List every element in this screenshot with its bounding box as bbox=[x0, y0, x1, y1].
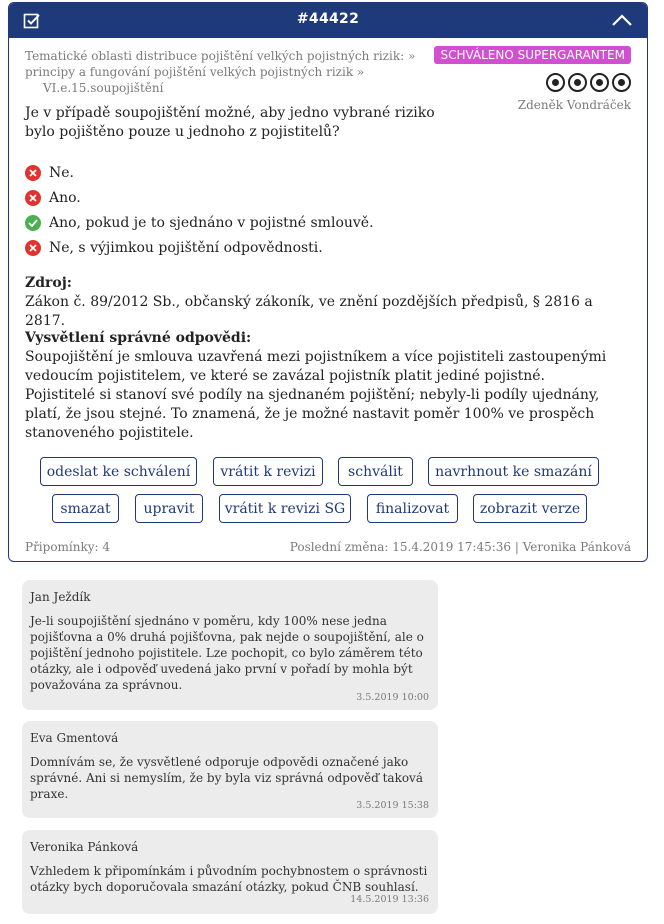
source-title: Zdroj: bbox=[25, 275, 72, 291]
chevron-up-icon[interactable] bbox=[611, 12, 633, 28]
breadcrumb-line-3[interactable]: VI.e.15.soupojištění bbox=[43, 81, 164, 95]
comment-author: Jan Ježdík bbox=[30, 590, 91, 604]
delete-button[interactable]: smazat bbox=[52, 494, 119, 523]
comment-date: 3.5.2019 15:38 bbox=[356, 800, 429, 811]
approval-dot-icon bbox=[590, 73, 609, 92]
question-text: Je v případě soupojištění možné, aby jedno vybrané riziko bylo pojištěno pouze u jednoho z pojistitelů? bbox=[25, 105, 435, 140]
comment-text: Je-li soupojištění sjednáno v poměru, kdy 100% nese jedna pojišťovna a 0% druhá pojišťovna, pak nejde o soupojištění, ale o pojištění jednoho pojistitele. Lze pochopit, co bylo záměrem této otázky, ale i odpověď uvedená jako první v pořadí by mohla být považována za správnou. bbox=[30, 614, 424, 692]
answer-text: Ne. bbox=[49, 164, 74, 181]
approval-dots bbox=[546, 73, 631, 92]
approval-dot-icon bbox=[546, 73, 565, 92]
breadcrumb bbox=[25, 48, 425, 96]
status-badge: SCHVÁLENO SUPERGARANTEM bbox=[434, 46, 631, 64]
answer-text: Ano. bbox=[49, 189, 81, 206]
return-to-revision-sg-button[interactable]: vrátit k revizi SG bbox=[219, 494, 351, 523]
explanation-text: Soupojištění je smlouva uzavřená mezi pojistníkem a více pojistiteli zastoupenými vedoucím pojistitelem, ve které se zavázal pojistník platit jediné pojistné. Pojistitelé si stanoví své podíly na sjednaném pojištění; nebyly-li podíly ujednány, platí, že jsou stejné. To znamená, že je možné nastavit poměr 100% ve prospěch stanoveného pojistitele. bbox=[25, 349, 607, 441]
explanation-title: Vysvětlení správné odpovědi: bbox=[25, 330, 252, 346]
comment-date: 14.5.2019 13:36 bbox=[350, 894, 429, 905]
wrong-answer-icon bbox=[25, 165, 41, 181]
approval-dot-icon bbox=[568, 73, 587, 92]
return-to-revision-button[interactable]: vrátit k revizi bbox=[213, 457, 323, 486]
answer-text: Ne, s výjimkou pojištění odpovědnosti. bbox=[49, 239, 323, 256]
wrong-answer-icon bbox=[25, 240, 41, 256]
finalize-button[interactable]: finalizovat bbox=[367, 494, 458, 523]
answer-item bbox=[25, 210, 374, 235]
answer-text: Ano, pokud je to sjednáno v pojistné smlouvě. bbox=[49, 214, 374, 231]
question-id: #44422 bbox=[296, 11, 360, 27]
comment-text: Domnívám se, že vysvětlené odporuje odpovědi označené jako správné. Ani si nemyslím, že by byla viz správná odpověď taková praxe. bbox=[30, 755, 423, 801]
answer-item bbox=[25, 160, 374, 185]
send-for-approval-button[interactable]: odeslat ke schválení bbox=[40, 457, 197, 486]
approve-button[interactable]: schválit bbox=[338, 457, 413, 486]
answer-item bbox=[25, 185, 374, 210]
propose-deletion-button[interactable]: navrhnout ke smazání bbox=[428, 457, 599, 486]
answer-list bbox=[25, 160, 374, 260]
show-versions-button[interactable]: zobrazit verze bbox=[473, 494, 587, 523]
question-card bbox=[8, 2, 648, 562]
answer-item bbox=[25, 235, 374, 260]
correct-answer-icon bbox=[25, 215, 41, 231]
wrong-answer-icon bbox=[25, 190, 41, 206]
comment-text: Vzhledem k připomínkám i původním pochybnostem o správnosti otázky bych doporučovala smazání otázky, pokud ČNB souhlasí. bbox=[30, 864, 428, 894]
question-author: Zdeněk Vondráček bbox=[517, 98, 631, 112]
comment-item bbox=[22, 830, 438, 914]
approval-dot-icon bbox=[612, 73, 631, 92]
breadcrumb-line-2[interactable]: principy a fungování pojištění velkých pojistných rizik » bbox=[25, 65, 365, 79]
last-change: Poslední změna: 15.4.2019 17:45:36 | Veronika Pánková bbox=[289, 540, 631, 554]
edit-button[interactable]: upravit bbox=[135, 494, 203, 523]
comment-author: Eva Gmentová bbox=[30, 731, 119, 745]
breadcrumb-line-1[interactable]: Tematické oblasti distribuce pojištění velkých pojistných rizik: » bbox=[25, 49, 416, 63]
comment-author: Veronika Pánková bbox=[30, 840, 139, 854]
card-header bbox=[9, 3, 647, 38]
source-text: Zákon č. 89/2012 Sb., občanský zákoník, ve znění pozdějších předpisů, § 2816 a 2817. bbox=[25, 294, 593, 329]
comment-date: 3.5.2019 10:00 bbox=[356, 692, 429, 703]
comment-item bbox=[22, 580, 438, 710]
comments-count[interactable]: Připomínky: 4 bbox=[25, 540, 111, 554]
comment-item bbox=[22, 721, 438, 818]
